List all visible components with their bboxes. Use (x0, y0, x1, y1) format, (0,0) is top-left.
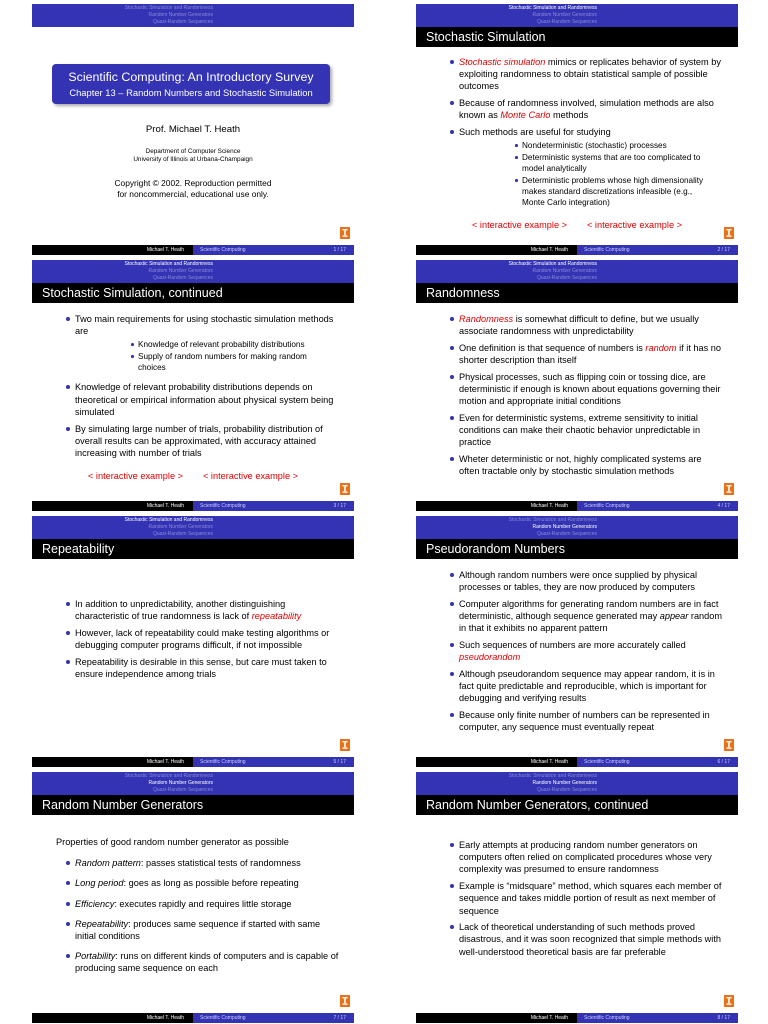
frame-title: Random Number Generators (42, 798, 204, 812)
footer (416, 245, 738, 255)
frame-title-bar (416, 27, 738, 47)
interactive-example-link[interactable]: < interactive example > (88, 471, 183, 481)
nav-section-generators[interactable]: Random Number Generators (532, 780, 597, 786)
slide-body (32, 313, 354, 464)
footer (32, 245, 354, 255)
frame-title: Randomness (426, 286, 500, 300)
presentation-title: Scientific Computing: An Introductory Survey (68, 70, 314, 84)
page-number: 2 / 17 (717, 247, 730, 253)
property-item: Long period: goes as long as possible before repeating (32, 877, 354, 889)
slide-body (416, 569, 738, 738)
page-number: 3 / 17 (333, 503, 346, 509)
illinois-logo-icon (724, 483, 734, 495)
bullet: Repeatability is desirable in this sense, but care must taken to ensure independence among trials (32, 656, 354, 680)
nav-bar (416, 772, 738, 795)
frame-title: Random Number Generators, continued (426, 798, 649, 812)
nav-bar (416, 260, 738, 283)
property-item: Efficiency: executes rapidly and requires little storage (32, 898, 354, 910)
nav-section-generators[interactable]: Random Number Generators (148, 12, 213, 18)
nav-section-generators[interactable]: Random Number Generators (532, 524, 597, 530)
bullet: Computer algorithms for generating random numbers are in fact deterministic, although sequence generated may appear random in that it exhibits no apparent pattern (416, 598, 738, 635)
department: Department of Computer Science (145, 148, 241, 155)
bullet: Stochastic simulation mimics or replicates behavior of system by exploiting randomness to obtain statistical sample of possible outcomes (416, 56, 738, 93)
footer-author: Michael T. Heath (146, 1015, 184, 1021)
bullet: In addition to unpredictability, another distinguishing characteristic of true randomness is lack of repeatability (32, 598, 354, 622)
footer (416, 757, 738, 767)
slide-7 (32, 772, 354, 1023)
footer (416, 1013, 738, 1023)
nav-section-quasi[interactable]: Quasi-Random Sequences (536, 275, 597, 281)
bullet: Such methods are useful for studying Nondeterministic (stochastic) processes Deterministic systems that are too complicated to model analytically Deterministic problems whose high dimensionality makes standard discretizations infeasible (e.g., Monte Carlo integration) (416, 126, 738, 208)
footer-course: Scientific Computing (200, 759, 246, 765)
author-name: Prof. Michael T. Heath (145, 124, 241, 135)
nav-section-generators[interactable]: Random Number Generators (532, 268, 597, 274)
footer-author: Michael T. Heath (146, 503, 184, 509)
property-item: Portability: runs on different kinds of computers and is capable of producing same sequence on each (32, 950, 354, 974)
footer-author: Michael T. Heath (146, 759, 184, 765)
footer (32, 757, 354, 767)
bullet: However, lack of repeatability could make testing algorithms or debugging computer programs difficult, if not impossible (32, 627, 354, 651)
property-item: Random pattern: passes statistical tests of randomness (32, 857, 354, 869)
frame-title-bar (416, 795, 738, 815)
illinois-logo-icon (340, 227, 350, 239)
footer (32, 1013, 354, 1023)
bullet: Such sequences of numbers are more accurately called pseudorandom (416, 639, 738, 663)
nav-section-generators[interactable]: Random Number Generators (148, 524, 213, 530)
illinois-logo-icon (340, 739, 350, 751)
interactive-example-link[interactable]: < interactive example > (203, 471, 298, 481)
footer-author: Michael T. Heath (530, 1015, 568, 1021)
page-number: 4 / 17 (717, 503, 730, 509)
footer-author: Michael T. Heath (530, 759, 568, 765)
nav-section-quasi[interactable]: Quasi-Random Sequences (152, 275, 213, 281)
interactive-example-link[interactable]: < interactive example > (587, 220, 682, 230)
sub-bullet: Supply of random numbers for making random choices (75, 351, 340, 373)
page-number: 5 / 17 (333, 759, 346, 765)
nav-section-quasi[interactable]: Quasi-Random Sequences (536, 531, 597, 537)
copyright-line-1: Copyright © 2002. Reproduction permitted (114, 178, 272, 188)
page-number: 6 / 17 (717, 759, 730, 765)
bullet: Example is “midsquare” method, which squares each member of sequence and takes middle portion of result as next member of sequence (416, 880, 738, 917)
nav-section-stochastic[interactable]: Stochastic Simulation and Randomness (124, 5, 213, 11)
frame-title-bar (32, 539, 354, 559)
nav-section-quasi[interactable]: Quasi-Random Sequences (536, 19, 597, 25)
footer-course: Scientific Computing (200, 503, 246, 509)
slide-1 (32, 4, 354, 255)
frame-title-bar (32, 795, 354, 815)
bullet: Early attempts at producing random number generators on computers often relied on complicated procedures whose very complexity was presumed to ensure randomness (416, 839, 738, 876)
footer (416, 501, 738, 511)
presentation-subtitle: Chapter 13 – Random Numbers and Stochastic Simulation (69, 87, 313, 98)
illinois-logo-icon (724, 995, 734, 1007)
sub-bullet: Deterministic problems whose high dimensionality makes standard discretizations infeasible (e.g., Monte Carlo integration) (459, 175, 724, 208)
nav-section-stochastic[interactable]: Stochastic Simulation and Randomness (508, 5, 597, 11)
frame-title-bar (32, 283, 354, 303)
nav-bar (32, 772, 354, 795)
bullet: Although random numbers were once supplied by physical processes or tables, they are now produced by computers (416, 569, 738, 593)
frame-title: Pseudorandom Numbers (426, 542, 565, 556)
bullet: Because only finite number of numbers can be represented in computer, any sequence must eventually repeat (416, 709, 738, 733)
illinois-logo-icon (340, 483, 350, 495)
footer-course: Scientific Computing (200, 247, 246, 253)
bullet: By simulating large number of trials, probability distribution of overall results can be approximated, with accuracy attained increasing with number of trials (32, 423, 354, 460)
slide-body (416, 56, 738, 213)
bullet: Randomness is somewhat difficult to define, but we usually associate randomness with unpredictability (416, 313, 738, 337)
sub-bullet: Knowledge of relevant probability distributions (75, 339, 340, 350)
bullet: Even for deterministic systems, extreme sensitivity to initial conditions can make their chaotic behavior unpredictable in practice (416, 412, 738, 449)
sub-bullet: Nondeterministic (stochastic) processes (459, 140, 724, 151)
bullet: Physical processes, such as flipping coin or tossing dice, are deterministic if enough is known about equations governing their motion and appropriate initial conditions (416, 371, 738, 408)
page-number: 1 / 17 (333, 247, 346, 253)
nav-section-quasi[interactable]: Quasi-Random Sequences (152, 531, 213, 537)
footer-course: Scientific Computing (584, 1015, 630, 1021)
slide-body (32, 836, 354, 979)
property-item: Repeatability: produces same sequence if started with same initial conditions (32, 918, 354, 942)
bullet: Knowledge of relevant probability distributions depends on theoretical or empirical information about physical system being simulated (32, 381, 354, 418)
sub-bullet: Deterministic systems that are too complicated to model analytically (459, 152, 724, 174)
interactive-example-link[interactable]: < interactive example > (472, 220, 567, 230)
frame-title: Stochastic Simulation (426, 30, 546, 44)
slide-body (416, 313, 738, 482)
bullet: Because of randomness involved, simulation methods are also known as Monte Carlo methods (416, 97, 738, 121)
slide-5 (32, 516, 354, 767)
footer-course: Scientific Computing (584, 759, 630, 765)
slide-3 (32, 260, 354, 511)
footer (32, 501, 354, 511)
frame-title-bar (416, 539, 738, 559)
nav-bar (32, 516, 354, 539)
frame-title: Stochastic Simulation, continued (42, 286, 223, 300)
slide-6 (416, 516, 738, 767)
bullet: Wheter deterministic or not, highly complicated systems are often tractable only by stochastic simulation methods (416, 453, 738, 477)
footer-author: Michael T. Heath (146, 247, 184, 253)
bullet: Lack of theoretical understanding of such methods proved disastrous, and it was soon recognized that simple methods with well-understood theoretical basis are far preferable (416, 921, 738, 958)
illinois-logo-icon (724, 739, 734, 751)
slide-4 (416, 260, 738, 511)
nav-bar (32, 4, 354, 27)
example-links (32, 470, 354, 482)
page-number: 8 / 17 (717, 1015, 730, 1021)
footer-author: Michael T. Heath (530, 247, 568, 253)
frame-title-bar (416, 283, 738, 303)
copyright-line-2: for noncommercial, educational use only. (117, 189, 269, 199)
bullet: Two main requirements for using stochastic simulation methods are Knowledge of relevant probability distributions Supply of random numbers for making random choices (32, 313, 354, 373)
intro-text: Properties of good random number generator as possible (56, 837, 289, 847)
example-links (416, 219, 738, 231)
nav-section-stochastic[interactable]: Stochastic Simulation and Randomness (124, 261, 213, 267)
nav-section-generators[interactable]: Random Number Generators (532, 12, 597, 18)
nav-section-stochastic[interactable]: Stochastic Simulation and Randomness (508, 773, 597, 779)
bullet: One definition is that sequence of numbers is random if it has no shorter description than itself (416, 342, 738, 366)
nav-section-generators[interactable]: Random Number Generators (148, 268, 213, 274)
page-number: 7 / 17 (333, 1015, 346, 1021)
nav-section-stochastic[interactable]: Stochastic Simulation and Randomness (508, 261, 597, 267)
nav-section-generators[interactable]: Random Number Generators (148, 780, 213, 786)
nav-section-stochastic[interactable]: Stochastic Simulation and Randomness (124, 773, 213, 779)
nav-section-stochastic[interactable]: Stochastic Simulation and Randomness (508, 517, 597, 523)
university: University of Illinois at Urbana-Champaign (133, 156, 253, 163)
footer-course: Scientific Computing (584, 503, 630, 509)
footer-author: Michael T. Heath (530, 503, 568, 509)
illinois-logo-icon (340, 995, 350, 1007)
nav-bar (416, 4, 738, 27)
nav-section-quasi[interactable]: Quasi-Random Sequences (536, 787, 597, 793)
slide-body (416, 839, 738, 962)
title-box (52, 64, 330, 104)
footer-course: Scientific Computing (584, 247, 630, 253)
nav-section-stochastic[interactable]: Stochastic Simulation and Randomness (124, 517, 213, 523)
footer-course: Scientific Computing (200, 1015, 246, 1021)
nav-bar (32, 260, 354, 283)
nav-section-quasi[interactable]: Quasi-Random Sequences (152, 787, 213, 793)
illinois-logo-icon (724, 227, 734, 239)
slide-2 (416, 4, 738, 255)
nav-bar (416, 516, 738, 539)
slide-8 (416, 772, 738, 1023)
frame-title: Repeatability (42, 542, 115, 556)
slide-body (32, 598, 354, 685)
nav-section-quasi[interactable]: Quasi-Random Sequences (152, 19, 213, 25)
bullet: Although pseudorandom sequence may appear random, it is in fact quite predictable and reproducible, which is important for debugging and verifying results (416, 668, 738, 705)
